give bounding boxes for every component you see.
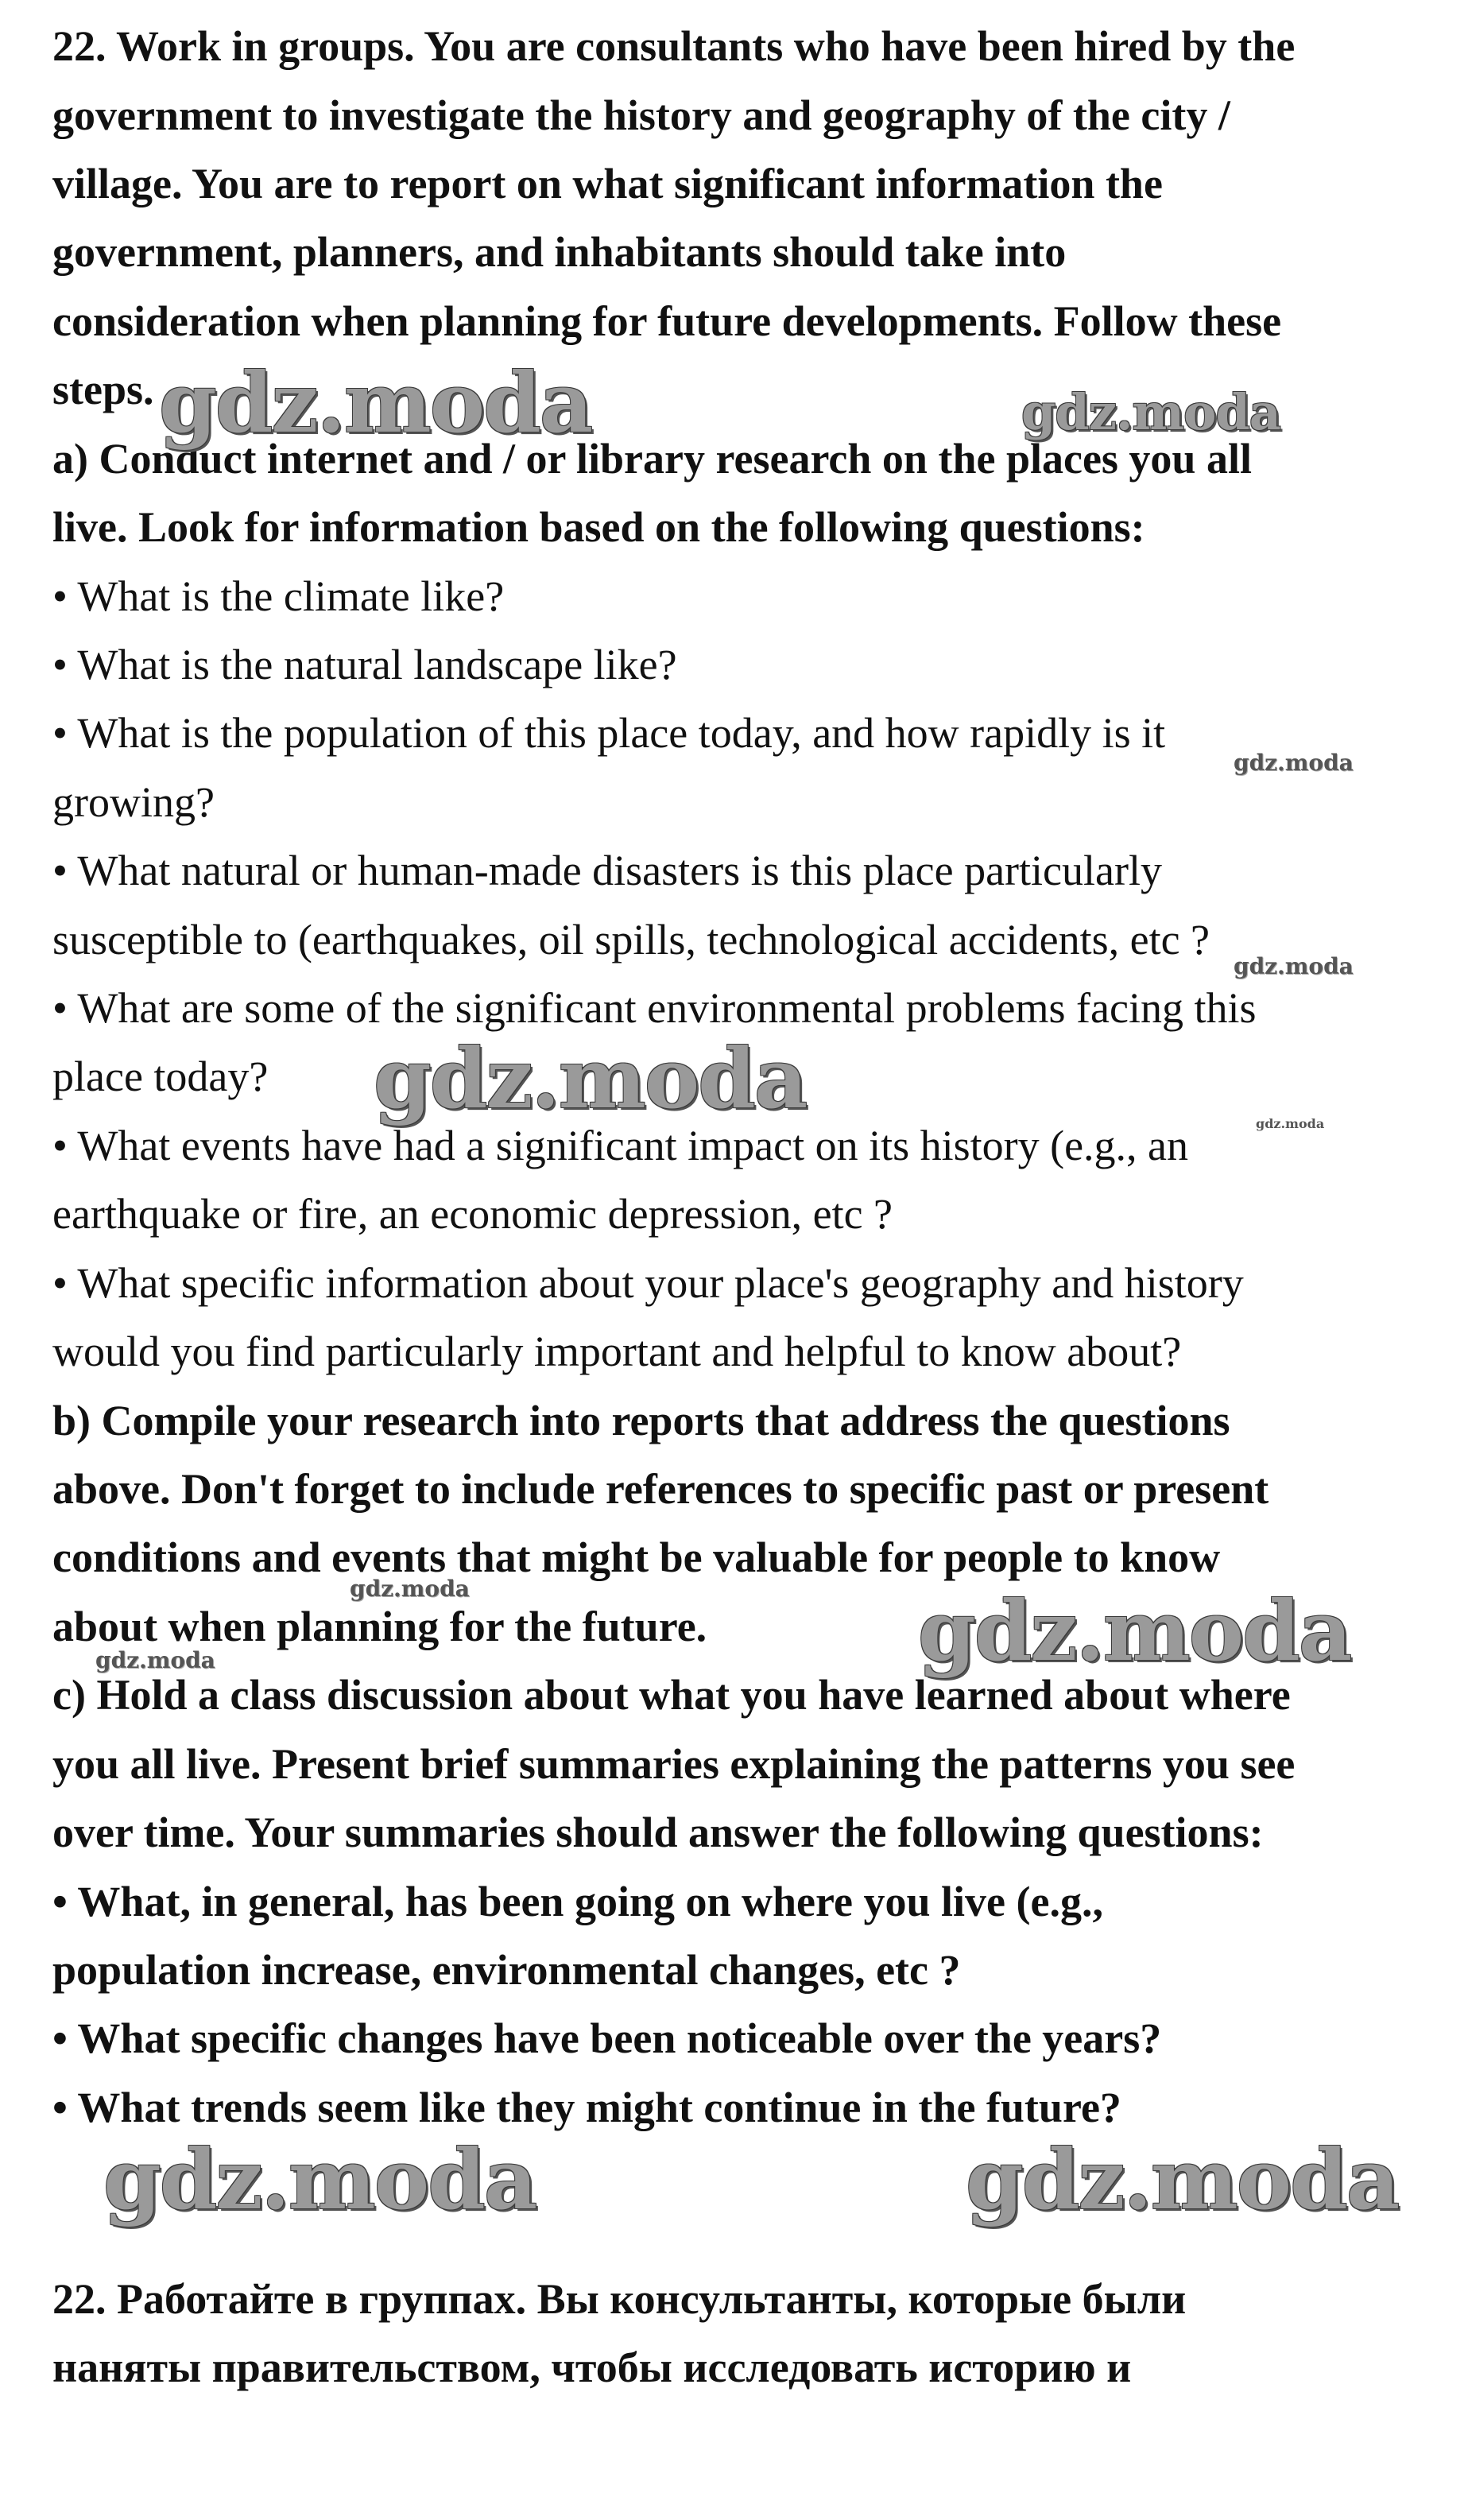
task-a-line-1: a) Conduct internet and / or library research on the places you all (52, 435, 1252, 483)
task-c-line-3: over time. Your summaries should answer the following questions: (52, 1809, 1264, 1856)
summary-question-changes: • What specific changes have been noticeable over the years? (52, 2014, 1162, 2062)
watermark-logo: gdz.moda (374, 1029, 807, 1127)
watermark-logo: gdz.moda (159, 354, 592, 452)
text-line-1: 22. Work in groups. You are consultants who have been hired by the (52, 22, 1296, 70)
task-b-line-2: above. Don't forget to include references to specific past or present (52, 1465, 1269, 1513)
question-disasters-line-2: susceptible to (earthquakes, oil spills, technological accidents, etc ? (52, 916, 1210, 963)
question-info-line-2: would you find particularly important and helpful to know about? (52, 1328, 1182, 1375)
watermark-logo: gdz.moda (966, 2130, 1399, 2228)
question-events-line-1: • What events have had a significant impact on its history (e.g., an (52, 1122, 1189, 1169)
watermark-logo: gdz.moda (103, 2130, 536, 2228)
watermark-logo: gdz.moda (918, 1582, 1351, 1680)
text-line-5: consideration when planning for future developments. Follow these (52, 297, 1282, 345)
question-population-line-2: growing? (52, 778, 215, 826)
text-line-6: steps. (52, 366, 154, 413)
question-environment-line-1: • What are some of the significant environmental problems facing this (52, 984, 1257, 1032)
question-environment-line-2: place today? (52, 1053, 269, 1100)
question-events-line-2: earthquake or fire, an economic depression, etc ? (52, 1190, 893, 1238)
question-disasters-line-1: • What natural or human-made disasters is this place particularly (52, 847, 1162, 894)
summary-question-trends: • What trends seem like they might continue in the future? (52, 2084, 1121, 2131)
watermark-logo: gdz.moda (1021, 383, 1280, 441)
watermark-logo: gdz.moda (350, 1576, 470, 1602)
russian-line-1: 22. Работайте в группах. Вы консультанты, которые были (52, 2275, 1187, 2323)
task-b-line-4: about when planning for the future. (52, 1603, 707, 1650)
text-line-4: government, planners, and inhabitants should take into (52, 228, 1067, 276)
summary-question-general-line-2: population increase, environmental changes, etc ? (52, 1946, 961, 1994)
watermark-logo: gdz.moda (95, 1647, 215, 1673)
task-a-line-2: live. Look for information based on the following questions: (52, 503, 1145, 551)
watermark-logo: gdz.moda (1234, 750, 1354, 776)
watermark-logo: gdz.moda (1234, 953, 1354, 979)
task-b-line-3: conditions and events that might be valuable for people to know (52, 1533, 1221, 1581)
task-b-line-1: b) Compile your research into reports that address the questions (52, 1397, 1230, 1444)
question-population-line-1: • What is the population of this place today, and how rapidly is it (52, 709, 1166, 757)
text-line-2: government to investigate the history and geography of the city / (52, 91, 1230, 139)
task-c-line-2: you all live. Present brief summaries explaining the patterns you see (52, 1740, 1296, 1788)
task-c-line-1: c) Hold a class discussion about what you have learned about where (52, 1671, 1291, 1719)
question-info-line-1: • What specific information about your place's geography and history (52, 1259, 1244, 1307)
question-landscape: • What is the natural landscape like? (52, 641, 677, 688)
russian-line-2: наняты правительством, чтобы исследовать историю и (52, 2344, 1132, 2391)
summary-question-general-line-1: • What, in general, has been going on where you live (e.g., (52, 1878, 1103, 1925)
watermark-logo: gdz.moda (1256, 1116, 1325, 1131)
question-climate: • What is the climate like? (52, 572, 505, 620)
text-line-3: village. You are to report on what significant information the (52, 160, 1163, 207)
